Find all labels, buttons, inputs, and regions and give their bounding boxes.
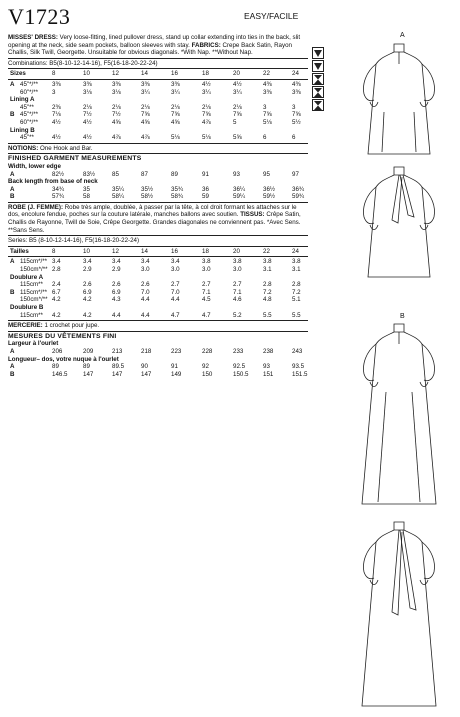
divider (8, 79, 308, 80)
yardage-value: 7⅝ (202, 111, 211, 119)
yardage-value: 4⅜ (263, 80, 272, 88)
yardage-value: 7½ (83, 111, 92, 119)
en-length-a-row-label: A (10, 185, 15, 193)
instructions-column (8, 34, 308, 378)
yardage-value: 2.4 (52, 281, 61, 289)
size-value: 8 (52, 70, 56, 78)
yardage-value: 3⅜ (141, 80, 150, 88)
en-description (8, 34, 308, 57)
yardage-value: 3.0 (141, 266, 150, 274)
yardage-value: 6 (263, 134, 267, 142)
yardage-value: 2.8 (292, 281, 301, 289)
size-value: 95 (263, 170, 270, 178)
en-fabrics: Crepe Back Satin, Rayon Challis, Silk Twill, Georgette. Unsuitable for obvious diagonals. *With Nap. **Without Nap. (8, 41, 292, 57)
lining-label: Doublure A (10, 273, 44, 281)
yardage-value: 7.1 (233, 288, 242, 296)
size-value: 146.5 (52, 370, 68, 378)
down-arrow-icon (312, 47, 324, 59)
yardage-value: 7½ (112, 111, 121, 119)
en-lining-header (8, 127, 308, 135)
en-length-b-row (8, 193, 308, 201)
fr-notions (8, 322, 308, 330)
size-value: 233 (233, 347, 244, 355)
fr-fabrics-label: TISSUS: (240, 211, 267, 219)
fr-length-a-row-label: A (10, 363, 15, 371)
divider (8, 246, 308, 247)
yardage-value: 3.1 (263, 266, 272, 274)
size-value: 93 (233, 170, 240, 178)
size-value: 151 (263, 370, 274, 378)
fr-yardage-row (8, 312, 308, 320)
size-value: 20 (233, 247, 240, 255)
size-value: 228 (202, 347, 213, 355)
yardage-value: 5⅝ (233, 134, 242, 142)
en-yardage-row (8, 104, 308, 112)
yardage-value: 3.4 (171, 258, 180, 266)
size-value: 8 (52, 247, 56, 255)
fr-length-b-row-label: B (10, 370, 15, 378)
fr-yardage-row (8, 289, 308, 297)
en-combinations: Combinations: B5(8-10-12-14-16), F5(16-18-20-22-24) (8, 59, 158, 67)
yardage-value: 4⅞ (112, 134, 121, 142)
fabric-width: 115cm** (20, 311, 43, 319)
yardage-value: 3⅜ (83, 80, 92, 88)
size-value: 59¾ (292, 193, 305, 201)
yardage-value: 5 (233, 118, 237, 126)
fr-width-label: Largeur à l'ourlet (8, 340, 59, 348)
view-letter: B (10, 288, 15, 296)
size-value: 58¾ (171, 193, 184, 201)
size-value: 89 (171, 170, 178, 178)
yardage-value: 2⅛ (83, 103, 92, 111)
size-value: 91 (171, 363, 178, 371)
en-yardage-row (8, 119, 308, 127)
fr-yardage-row (8, 281, 308, 289)
yardage-value: 3.4 (52, 258, 61, 266)
fr-description (8, 204, 308, 234)
yardage-value: 4⅜ (292, 80, 301, 88)
yardage-value: 2.7 (233, 281, 242, 289)
size-value: 93 (263, 363, 270, 371)
yardage-value: 4.2 (52, 311, 61, 319)
size-value: 12 (112, 70, 119, 78)
yardage-value: 6.9 (112, 288, 121, 296)
size-value: 238 (263, 347, 274, 355)
size-value: 150.5 (233, 370, 249, 378)
size-value: 36¼ (233, 185, 246, 193)
view-b-back-illustration (340, 520, 458, 710)
en-width-row-label: A (10, 170, 15, 178)
difficulty-label: EASY/FACILE (244, 11, 299, 21)
yardage-value: 6 (292, 134, 296, 142)
yardage-value: 3 (52, 88, 56, 96)
size-value: 150 (202, 370, 213, 378)
fabric-width: 115cm** (20, 281, 43, 289)
size-value: 16 (171, 70, 178, 78)
size-value: 18 (202, 247, 209, 255)
fabric-width: 115cm*/** (20, 288, 48, 296)
yardage-value: 3.0 (171, 266, 180, 274)
en-yardage-row (8, 111, 308, 119)
yardage-value: 4½ (83, 134, 92, 142)
divider (8, 58, 308, 59)
divider (8, 256, 308, 257)
fr-lining-header (8, 274, 308, 282)
view-a-back-illustration (340, 165, 458, 280)
yardage-value: 3⅜ (292, 88, 301, 96)
size-value: 36½ (263, 185, 276, 193)
yardage-value: 3 (263, 103, 267, 111)
yardage-value: 3 (292, 103, 296, 111)
fr-yardage-row (8, 296, 308, 304)
yardage-value: 4.2 (83, 311, 92, 319)
yardage-value: 7⅝ (263, 111, 272, 119)
notions-label: MERCERIE: (8, 322, 45, 330)
size-value: 10 (83, 70, 90, 78)
fabric-width: 60"*/** (20, 88, 39, 96)
view-b-label: B (400, 313, 405, 320)
fabric-width: 45"*/** (20, 80, 39, 88)
yardage-value: 6.9 (83, 288, 92, 296)
yardage-value: 5.5 (292, 311, 301, 319)
yardage-value: 7.2 (292, 288, 301, 296)
size-value: 87 (141, 170, 148, 178)
layout-symbols (312, 47, 324, 112)
size-value: 147 (141, 370, 152, 378)
fr-length-a-row (8, 363, 308, 371)
yardage-value: 4⅝ (171, 118, 180, 126)
size-value: 59½ (263, 193, 276, 201)
en-length-a-row (8, 186, 308, 194)
size-value: 147 (112, 370, 123, 378)
en-width-label: Width, lower edge (8, 162, 61, 170)
yardage-value: 2⅛ (112, 103, 121, 111)
fr-text: Robe très ample, doublée, à passer par la tête, à col droit formant les attaches sur le dos, encolure fendue, poches sur la couture latérale, manches ballons avec soutien. (8, 203, 297, 219)
fr-sizes-row (8, 248, 308, 256)
fr-width-row-label: A (10, 347, 15, 355)
yardage-value: 4.3 (112, 296, 121, 304)
yardage-value: 2⅛ (171, 103, 180, 111)
yardage-value: 4½ (83, 118, 92, 126)
size-value: 36¾ (292, 185, 305, 193)
lining-label: Lining B (10, 126, 35, 134)
yardage-value: 4.7 (171, 311, 180, 319)
fr-yardage-row (8, 266, 308, 274)
yardage-value: 4.8 (263, 296, 272, 304)
yardage-value: 4⅞ (202, 118, 211, 126)
fabric-width: 45"** (20, 134, 34, 142)
yardage-value: 4.7 (202, 311, 211, 319)
yardage-value: 3.8 (263, 258, 272, 266)
pattern-number: V1723 (8, 4, 71, 29)
fabric-width: 45"** (20, 103, 34, 111)
yardage-value: 3.0 (202, 266, 211, 274)
yardage-value: 3⅛ (83, 88, 92, 96)
yardage-value: 3¼ (202, 88, 211, 96)
en-yardage-row (8, 89, 308, 97)
fr-finished-title: MESURES DU VÊTEMENTS FINI (8, 332, 117, 340)
yardage-value: 2.6 (141, 281, 150, 289)
yardage-value: 2.8 (52, 266, 61, 274)
yardage-value: 7.1 (202, 288, 211, 296)
fr-sizes-row-label: Tailles (10, 247, 29, 255)
fr-yardage-row (8, 258, 308, 266)
size-value: 213 (112, 347, 123, 355)
yardage-value: 3¼ (141, 88, 150, 96)
size-value: 89 (83, 363, 90, 371)
fabric-width: 60"*/** (20, 118, 39, 126)
yardage-value: 7.0 (141, 288, 150, 296)
yardage-value: 3⅜ (263, 88, 272, 96)
fr-fabrics: Crêpe Satin, Challis de Rayonne, Twill de Soie, Crêpe Georgette. Grandes diagonales ne conviennent pas. *Avec Sens. **Sans Sens. (8, 211, 301, 234)
size-value: 35½ (141, 185, 154, 193)
size-value: 218 (141, 347, 152, 355)
hourglass-icon (312, 73, 324, 85)
view-a-front-illustration (340, 42, 458, 157)
size-value: 89.5 (112, 363, 125, 371)
size-value: 85 (112, 170, 119, 178)
size-value: 22 (263, 247, 270, 255)
yardage-value: 2.9 (112, 266, 121, 274)
view-letter: B (10, 111, 15, 119)
view-letter: A (10, 258, 15, 266)
yardage-value: 7.0 (171, 288, 180, 296)
en-length-b-row-label: B (10, 193, 15, 201)
yardage-value: 4.4 (171, 296, 180, 304)
en-title: MISSES' DRESS: (8, 34, 60, 41)
size-value: 24 (292, 247, 299, 255)
divider (8, 202, 308, 203)
size-value: 82½ (52, 170, 65, 178)
fabric-width: 45"*/** (20, 111, 39, 119)
yardage-value: 4.4 (141, 311, 150, 319)
size-value: 35 (83, 185, 90, 193)
yardage-value: 3¼ (171, 88, 180, 96)
fabric-width: 150cm*/** (20, 296, 48, 304)
size-value: 93.5 (292, 363, 305, 371)
en-sizes-row (8, 70, 308, 78)
fabric-width: 150cm*/** (20, 266, 48, 274)
yardage-value: 5.5 (263, 311, 272, 319)
fr-lining-header (8, 304, 308, 312)
size-value: 58 (83, 193, 90, 201)
size-value: 18 (202, 70, 209, 78)
yardage-value: 7.2 (263, 288, 272, 296)
en-finished-title: FINISHED GARMENT MEASUREMENTS (8, 155, 142, 163)
yardage-value: 2.9 (83, 266, 92, 274)
yardage-value: 7⅝ (233, 111, 242, 119)
size-value: 92 (202, 363, 209, 371)
yardage-value: 3.4 (141, 258, 150, 266)
yardage-value: 6.7 (52, 288, 61, 296)
en-fabrics-label: FABRICS: (191, 41, 223, 49)
divider (8, 235, 308, 236)
fr-title: ROBE (J. FEMME): (8, 203, 65, 211)
yardage-value: 5.2 (233, 311, 242, 319)
hourglass-icon (312, 86, 324, 98)
size-value: 92.5 (233, 363, 246, 371)
en-notions (8, 145, 308, 153)
size-value: 57¾ (52, 193, 65, 201)
size-value: 12 (112, 247, 119, 255)
divider (8, 153, 308, 154)
yardage-value: 3⅜ (52, 80, 61, 88)
size-value: 34¾ (52, 185, 65, 193)
size-value: 20 (233, 70, 240, 78)
fr-length-b-row (8, 371, 308, 379)
size-value: 97 (292, 170, 299, 178)
size-value: 36 (202, 185, 209, 193)
view-letter: A (10, 80, 15, 88)
yardage-value: 2⅜ (52, 103, 61, 111)
yardage-value: 2⅛ (233, 103, 242, 111)
size-value: 91 (202, 170, 209, 178)
fr-combinations: Series: B5 (8-10-12-14-16), F5(16-18-20-22-24) (8, 237, 140, 245)
yardage-value: 3.8 (202, 258, 211, 266)
size-value: 151.5 (292, 370, 308, 378)
size-value: 149 (171, 370, 182, 378)
yardage-value: 4½ (52, 134, 61, 142)
yardage-value: 4.4 (141, 296, 150, 304)
yardage-value: 2.7 (202, 281, 211, 289)
yardage-value: 3⅛ (112, 88, 121, 96)
yardage-value: 3.4 (83, 258, 92, 266)
en-yardage-row (8, 134, 308, 142)
yardage-value: 5⅛ (202, 134, 211, 142)
yardage-value: 4⅝ (141, 118, 150, 126)
yardage-value: 3.0 (233, 266, 242, 274)
lining-label: Doublure B (10, 304, 44, 311)
en-text: Very loose-fitting, lined pullover dress, stand up collar extending into ties in the back, slit opening at the neck, side seam pockets, balloon sleeves with stay. (8, 34, 301, 49)
yardage-value: 4.2 (83, 296, 92, 304)
size-value: 209 (83, 347, 94, 355)
yardage-value: 3.1 (292, 266, 301, 274)
yardage-value: 2.7 (171, 281, 180, 289)
yardage-value: 4⅞ (141, 134, 150, 142)
fr-width-row (8, 348, 308, 356)
view-b-front-illustration (340, 322, 458, 507)
yardage-value: 7⅛ (52, 111, 61, 119)
yardage-value: 7⅝ (171, 111, 180, 119)
size-value: 35¼ (112, 185, 125, 193)
fabric-width: 115cm*/** (20, 258, 48, 266)
yardage-value: 4.4 (112, 311, 121, 319)
yardage-value: 7⅝ (292, 111, 301, 119)
yardage-value: 2.8 (263, 281, 272, 289)
size-value: 35¾ (171, 185, 184, 193)
view-a-label: A (400, 32, 405, 39)
size-value: 22 (263, 70, 270, 78)
yardage-value: 5⅛ (171, 134, 180, 142)
hourglass-icon (312, 99, 324, 111)
size-value: 16 (171, 247, 178, 255)
yardage-value: 2.6 (112, 281, 121, 289)
yardage-value: 5½ (292, 118, 301, 126)
size-value: 89 (52, 363, 59, 371)
yardage-value: 4.2 (52, 296, 61, 304)
size-value: 147 (83, 370, 94, 378)
size-value: 24 (292, 70, 299, 78)
size-value: 59 (202, 193, 209, 201)
size-value: 10 (83, 247, 90, 255)
size-value: 14 (141, 247, 148, 255)
yardage-value: 4.5 (202, 296, 211, 304)
divider (8, 320, 308, 321)
yardage-value: 3¼ (233, 88, 242, 96)
en-lining-header (8, 96, 308, 104)
yardage-value: 3⅜ (112, 80, 121, 88)
divider (8, 331, 308, 332)
yardage-value: 4½ (202, 80, 211, 88)
yardage-value: 3.8 (233, 258, 242, 266)
yardage-value: 5⅛ (263, 118, 272, 126)
down-arrow-icon (312, 60, 324, 72)
notions-text: One Hook and Bar. (39, 144, 93, 152)
size-value: 206 (52, 347, 63, 355)
yardage-value: 4½ (233, 80, 242, 88)
yardage-value: 7⅝ (141, 111, 150, 119)
yardage-value: 2⅛ (141, 103, 150, 111)
en-yardage-row (8, 81, 308, 89)
divider (8, 68, 308, 69)
fr-length-label: Longueur– dos, votre nuque à l'ourlet (8, 355, 119, 363)
yardage-value: 5.1 (292, 296, 301, 304)
notions-text: 1 crochet pour jupe. (44, 322, 100, 330)
size-value: 14 (141, 70, 148, 78)
yardage-value: 4½ (52, 118, 61, 126)
yardage-value: 3⅜ (171, 80, 180, 88)
yardage-value: 3.8 (292, 258, 301, 266)
size-value: 90 (141, 363, 148, 371)
size-value: 59¼ (233, 193, 246, 201)
divider (8, 143, 308, 144)
yardage-value: 2.6 (83, 281, 92, 289)
lining-label: Lining A (10, 96, 35, 104)
yardage-value: 4.6 (233, 296, 242, 304)
notions-label: NOTIONS: (8, 144, 40, 152)
size-value: 83½ (83, 170, 96, 178)
en-width-row (8, 171, 308, 179)
size-value: 58½ (141, 193, 154, 201)
en-sizes-row-label: Sizes (10, 70, 26, 78)
yardage-value: 2⅛ (202, 103, 211, 111)
en-length-label: Back length from base of neck (8, 178, 98, 186)
size-value: 223 (171, 347, 182, 355)
yardage-value: 4⅝ (112, 118, 121, 126)
size-value: 58¼ (112, 193, 125, 201)
size-value: 243 (292, 347, 303, 355)
yardage-value: 3.4 (112, 258, 121, 266)
